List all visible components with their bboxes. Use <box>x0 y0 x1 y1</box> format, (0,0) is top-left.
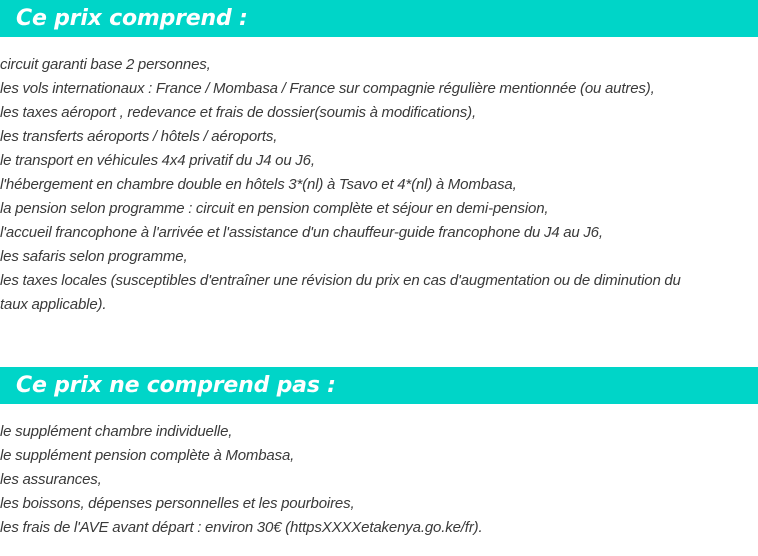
list-item: circuit garanti base 2 personnes, <box>0 56 211 73</box>
list-item: les assurances, <box>0 471 102 488</box>
includes-section-header <box>0 0 758 37</box>
excludes-title: Ce prix ne comprend pas : <box>16 372 336 398</box>
list-item: les taxes locales (susceptibles d'entraîner une révision du prix en cas d'augmentation ou de diminution du taux applicable). <box>0 272 681 313</box>
excludes-section-header <box>0 367 758 404</box>
includes-title: Ce prix comprend : <box>16 5 248 31</box>
list-item: la pension selon programme : circuit en pension complète et séjour en demi-pension, <box>0 200 549 217</box>
includes-list <box>0 53 712 317</box>
list-item: les transferts aéroports / hôtels / aéroports, <box>0 128 278 145</box>
list-item: le supplément pension complète à Mombasa, <box>0 447 295 464</box>
list-item: l'accueil francophone à l'arrivée et l'assistance d'un chauffeur-guide francophone du J4 au J6, <box>0 224 603 241</box>
list-item: l'hébergement en chambre double en hôtels 3*(nl) à Tsavo et 4*(nl) à Mombasa, <box>0 176 517 193</box>
list-item: le supplément chambre individuelle, <box>0 423 233 440</box>
excludes-list <box>0 420 712 540</box>
list-item: les safaris selon programme, <box>0 248 188 265</box>
list-item: les frais de l'AVE avant départ : environ 30€ (httpsXXXXetakenya.go.ke/fr). <box>0 519 483 536</box>
list-item: les taxes aéroport , redevance et frais de dossier(soumis à modifications), <box>0 104 476 121</box>
list-item: le transport en véhicules 4x4 privatif du J4 ou J6, <box>0 152 315 169</box>
list-item: les vols internationaux : France / Mombasa / France sur compagnie régulière mentionnée (ou autres), <box>0 80 655 97</box>
list-item: les boissons, dépenses personnelles et les pourboires, <box>0 495 355 512</box>
